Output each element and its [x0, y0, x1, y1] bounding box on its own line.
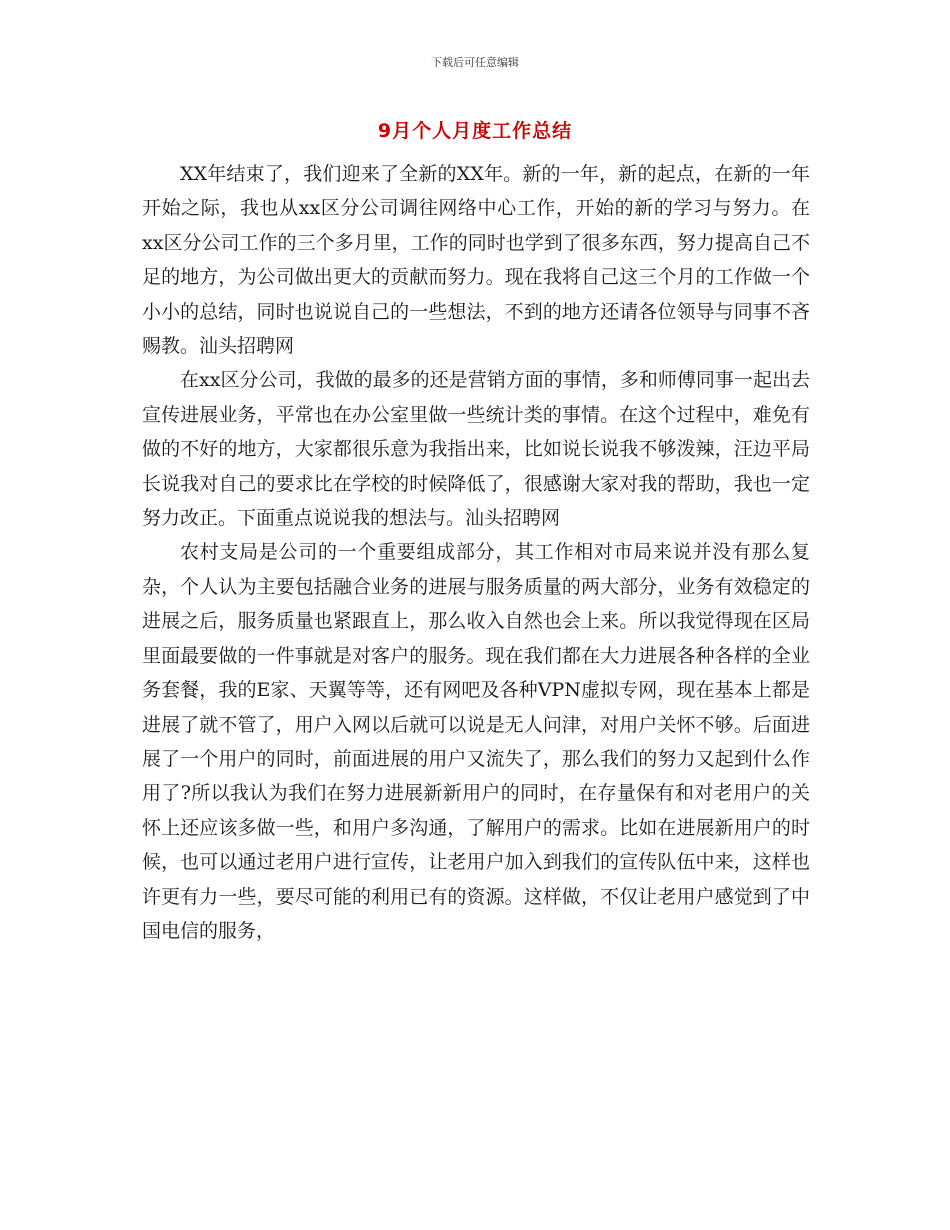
paragraph-2: 在xx区分公司，我做的最多的还是营销方面的事情，多和师傅同事一起出去宣传进展业务，平常也在办公室里做一些统计类的事情。在这个过程中，难免有做的不好的地方，大家都很乐意为我指出来，比如说长说我不够泼辣，汪边平局长说我对自己的要求比在学校的时候降低了，很感谢大家对我的帮助，我也一定努力改正。下面重点说说我的想法与。汕头招聘网 — [142, 369, 810, 530]
page-title: 9月个人月度工作总结 — [377, 120, 573, 142]
header-note: 下载后可任意编辑 — [431, 56, 519, 69]
paragraph-1: XX年结束了，我们迎来了全新的XX年。新的一年，新的起点，在新的一年开始之际，我也从xx区分公司调往网络中心工作，开始的新的学习与努力。在xx区分公司工作的三个多月里，工作的同时也学到了很多东西，努力提高自己不足的地方，为公司做出更大的贡献而努力。现在我将自己这三个月的工作做一个小小的总结，同时也说说自己的一些想法，不到的地方还请各位领导与同事不吝赐教。汕头招聘网 — [142, 163, 810, 358]
document-body — [142, 157, 810, 948]
paragraph-3: 农村支局是公司的一个重要组成部分，其工作相对市局来说并没有那么复杂，个人认为主要包括融合业务的进展与服务质量的两大部分，业务有效稳定的进展之后，服务质量也紧跟直上，那么收入自然也会上来。所以我觉得现在区局里面最要做的一件事就是对客户的服务。现在我们都在大力进展各种各样的全业务套餐，我的E家、天翼等等，还有网吧及各种VPN虚拟专网，现在基本上都是进展了就不管了，用户入网以后就可以说是无人问津，对用户关怀不够。后面进展了一个用户的同时，前面进展的用户又流失了，那么我们的努力又起到什么作用了?所以我认为我们在努力进展新新用户的同时，在存量保有和对老用户的关怀上还应该多做一些，和用户多沟通，了解用户的需求。比如在进展新用户的时候，也可以通过老用户进行宣传，让老用户加入到我们的宣传队伍中来，这样也许更有力一些，要尽可能的利用已有的资源。这样做，不仅让老用户感觉到了中国电信的服务， — [142, 541, 810, 942]
